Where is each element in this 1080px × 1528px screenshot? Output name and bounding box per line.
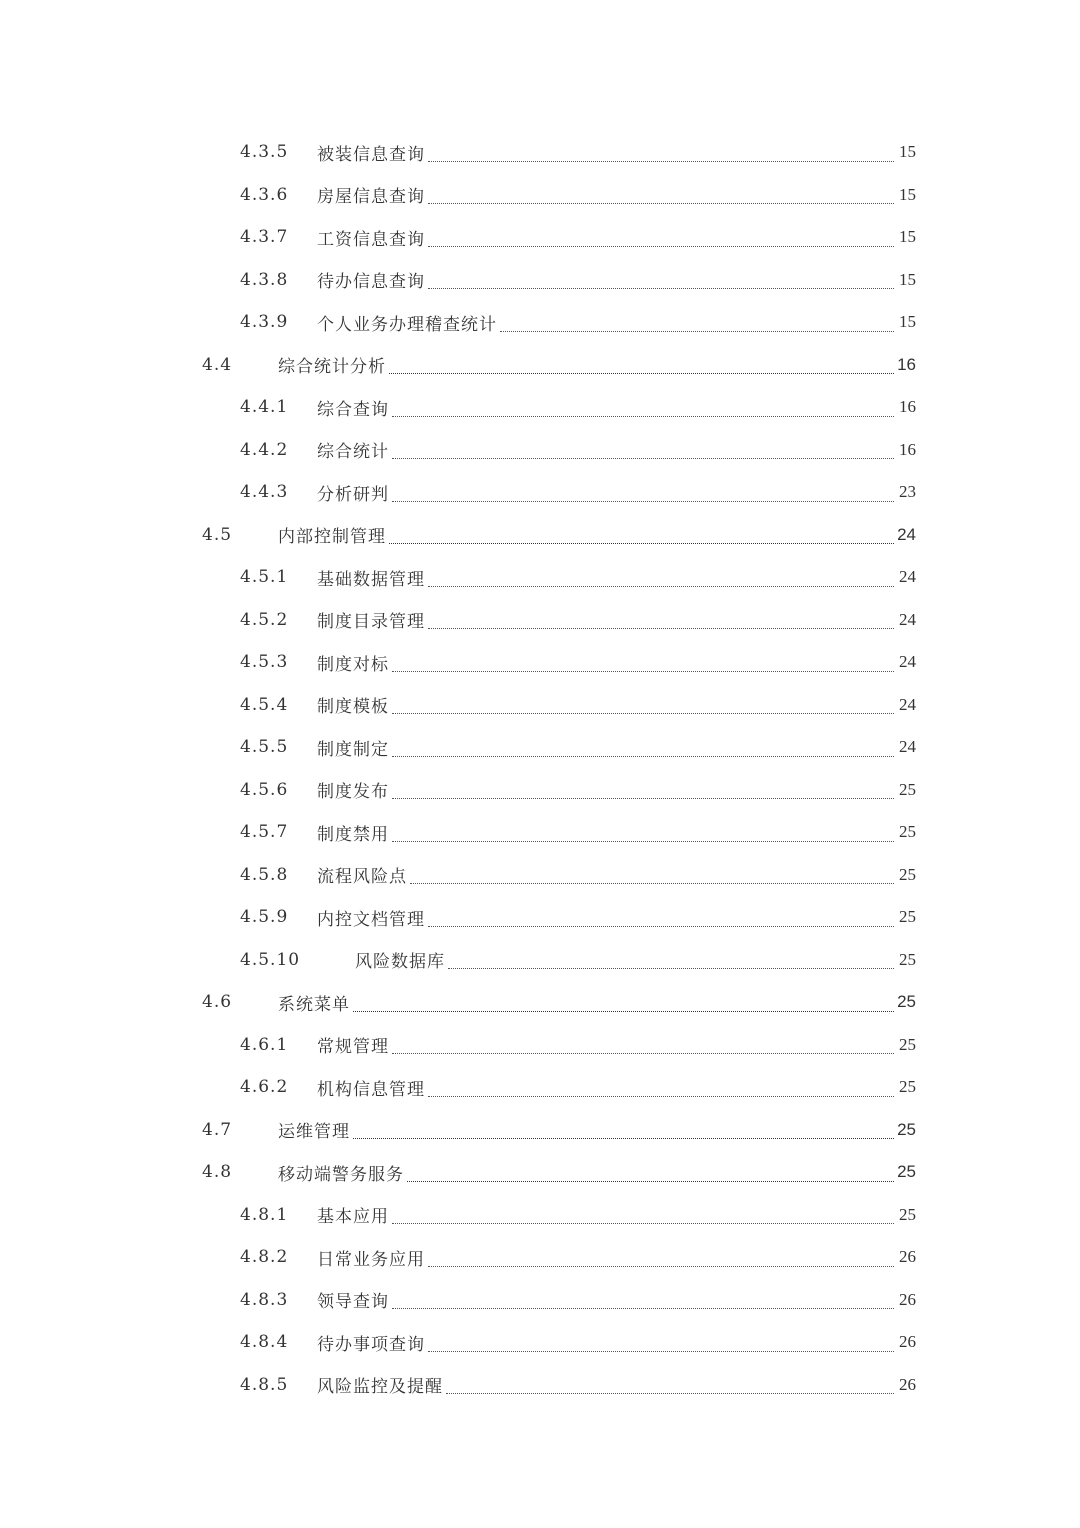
toc-entry[interactable] — [0, 344, 1080, 387]
toc-entry[interactable] — [0, 386, 1080, 429]
toc-entry[interactable] — [0, 301, 1080, 344]
toc-entry-number: 4.5.2 — [240, 609, 289, 630]
toc-entry[interactable] — [0, 599, 1080, 642]
toc-dot-leader — [407, 1181, 894, 1182]
toc-dot-leader — [428, 288, 894, 289]
toc-entry-title[interactable]: 内部控制管理 — [278, 522, 389, 547]
toc-dot-leader — [392, 416, 894, 417]
toc-entry-title[interactable]: 制度对标 — [317, 650, 392, 675]
toc-entry[interactable] — [0, 1109, 1080, 1152]
toc-entry-page-number: 15 — [896, 185, 916, 205]
toc-entry-number: 4.3.7 — [240, 227, 289, 248]
toc-dot-leader — [392, 1223, 894, 1224]
toc-entry-number: 4.5.8 — [240, 864, 289, 885]
toc-entry-page-number: 23 — [896, 482, 916, 502]
toc-dot-leader — [392, 798, 894, 799]
toc-entry-number: 4.8.5 — [240, 1374, 289, 1395]
toc-entry[interactable] — [0, 854, 1080, 897]
toc-entry-page-number: 25 — [896, 780, 916, 800]
toc-entry[interactable] — [0, 131, 1080, 174]
toc-dot-leader — [389, 543, 894, 544]
toc-dot-leader — [428, 203, 894, 204]
toc-dot-leader — [392, 501, 894, 502]
toc-entry-number: 4.4 — [202, 354, 233, 375]
toc-entry-title[interactable]: 综合统计分析 — [278, 352, 389, 377]
toc-dot-leader — [428, 586, 894, 587]
toc-entry[interactable] — [0, 429, 1080, 472]
toc-entry-page-number: 25 — [896, 1205, 916, 1225]
toc-dot-leader — [448, 968, 894, 969]
toc-dot-leader — [392, 841, 894, 842]
toc-entry-page-number: 24 — [896, 652, 916, 672]
toc-entry-page-number: 25 — [896, 907, 916, 927]
toc-dot-leader — [392, 1053, 894, 1054]
toc-entry-title[interactable]: 日常业务应用 — [317, 1245, 428, 1270]
toc-entry-title[interactable]: 风险监控及提醒 — [317, 1372, 446, 1397]
toc-entry-page-number: 15 — [896, 312, 916, 332]
toc-entry-title[interactable]: 制度制定 — [317, 735, 392, 760]
toc-entry-number: 4.8.3 — [240, 1289, 289, 1310]
toc-entry-title[interactable]: 基础数据管理 — [317, 565, 428, 590]
toc-entry-page-number: 16 — [896, 440, 916, 460]
toc-entry-number: 4.3.8 — [240, 269, 289, 290]
toc-entry-number: 4.3.9 — [240, 312, 289, 333]
toc-dot-leader — [392, 458, 894, 459]
toc-entry-page-number: 24 — [896, 737, 916, 757]
toc-dot-leader — [392, 1308, 894, 1309]
toc-entry-title[interactable]: 分析研判 — [317, 480, 392, 505]
toc-dot-leader — [446, 1393, 894, 1394]
toc-entry[interactable] — [0, 259, 1080, 302]
toc-entry-title[interactable]: 制度目录管理 — [317, 607, 428, 632]
toc-entry-number: 4.4.1 — [240, 397, 289, 418]
toc-entry-page-number: 24 — [896, 567, 916, 587]
toc-entry-number: 4.3.6 — [240, 184, 289, 205]
toc-entry-number: 4.3.5 — [240, 142, 289, 163]
toc-entry[interactable] — [0, 811, 1080, 854]
toc-entry[interactable] — [0, 1194, 1080, 1237]
toc-entry[interactable] — [0, 896, 1080, 939]
toc-dot-leader — [428, 1351, 894, 1352]
toc-entry-page-number: 24 — [896, 695, 916, 715]
toc-entry-page-number: 15 — [896, 142, 916, 162]
toc-entry[interactable] — [0, 556, 1080, 599]
toc-entry[interactable] — [0, 1066, 1080, 1109]
toc-entry-title[interactable]: 个人业务办理稽查统计 — [317, 310, 500, 335]
toc-entry-title[interactable]: 待办信息查询 — [317, 267, 428, 292]
toc-entry-page-number: 25 — [894, 1162, 916, 1182]
toc-dot-leader — [392, 756, 894, 757]
toc-entry-number: 4.8.4 — [240, 1332, 289, 1353]
toc-entry[interactable] — [0, 769, 1080, 812]
toc-entry-number: 4.5.9 — [240, 907, 289, 928]
toc-entry-page-number: 24 — [896, 610, 916, 630]
toc-entry-title[interactable]: 工资信息查询 — [317, 225, 428, 250]
toc-entry-number: 4.8.2 — [240, 1247, 289, 1268]
toc-entry-title[interactable]: 机构信息管理 — [317, 1075, 428, 1100]
toc-entry[interactable] — [0, 174, 1080, 217]
toc-entry-title[interactable]: 运维管理 — [278, 1117, 353, 1142]
toc-entry-title[interactable]: 被装信息查询 — [317, 140, 428, 165]
toc-entry[interactable] — [0, 1364, 1080, 1407]
toc-dot-leader — [389, 373, 894, 374]
toc-dot-leader — [392, 713, 894, 714]
toc-dot-leader — [428, 246, 894, 247]
toc-entry-page-number: 26 — [896, 1247, 916, 1267]
toc-entry-title[interactable]: 领导查询 — [317, 1287, 392, 1312]
toc-entry-title[interactable]: 制度模板 — [317, 692, 392, 717]
toc-entry-number: 4.5.5 — [240, 737, 289, 758]
toc-entry[interactable] — [0, 1151, 1080, 1194]
toc-entry-page-number: 15 — [896, 270, 916, 290]
toc-entry-number: 4.4.3 — [240, 482, 289, 503]
toc-dot-leader — [410, 883, 894, 884]
toc-entry-title[interactable]: 制度发布 — [317, 777, 392, 802]
toc-entry-number: 4.5 — [202, 524, 233, 545]
toc-entry-number: 4.5.1 — [240, 567, 289, 588]
toc-entry-page-number: 25 — [896, 865, 916, 885]
toc-dot-leader — [428, 926, 894, 927]
toc-dot-leader — [392, 671, 894, 672]
toc-entry-page-number: 16 — [896, 397, 916, 417]
toc-entry[interactable] — [0, 684, 1080, 727]
toc-entry-page-number: 26 — [896, 1332, 916, 1352]
toc-dot-leader — [353, 1138, 894, 1139]
toc-entry[interactable] — [0, 641, 1080, 684]
toc-entry[interactable] — [0, 726, 1080, 769]
toc-entry[interactable] — [0, 939, 1080, 982]
toc-entry[interactable] — [0, 1236, 1080, 1279]
toc-entry-title[interactable]: 内控文档管理 — [317, 905, 428, 930]
toc-entry-title[interactable]: 房屋信息查询 — [317, 182, 428, 207]
toc-entry-number: 4.8.1 — [240, 1204, 289, 1225]
toc-entry-number: 4.6.1 — [240, 1034, 289, 1055]
toc-entry-number: 4.5.4 — [240, 694, 289, 715]
toc-entry[interactable] — [0, 1279, 1080, 1322]
toc-entry-page-number: 26 — [896, 1375, 916, 1395]
toc-entry-number: 4.4.2 — [240, 439, 289, 460]
toc-entry-title[interactable]: 常规管理 — [317, 1032, 392, 1057]
toc-entry-page-number: 24 — [894, 525, 916, 545]
toc-dot-leader — [428, 1096, 894, 1097]
toc-entry-page-number: 26 — [896, 1290, 916, 1310]
toc-entry-number: 4.8 — [202, 1162, 233, 1183]
toc-entry-number: 4.5.3 — [240, 652, 289, 673]
toc-dot-leader — [428, 628, 894, 629]
toc-entry-page-number: 25 — [896, 1035, 916, 1055]
toc-entry[interactable] — [0, 981, 1080, 1024]
toc-entry-title[interactable]: 综合统计 — [317, 437, 392, 462]
toc-dot-leader — [428, 1266, 894, 1267]
toc-entry-title[interactable]: 系统菜单 — [278, 990, 353, 1015]
toc-entry-number: 4.5.6 — [240, 779, 289, 800]
toc-entry-page-number: 25 — [896, 950, 916, 970]
toc-entry[interactable] — [0, 471, 1080, 514]
toc-dot-leader — [353, 1011, 894, 1012]
toc-entry-page-number: 25 — [894, 992, 916, 1012]
toc-entry-title[interactable]: 基本应用 — [317, 1202, 392, 1227]
toc-entry-page-number: 16 — [894, 355, 916, 375]
toc-entry-title[interactable]: 综合查询 — [317, 395, 392, 420]
toc-entry-number: 4.7 — [202, 1119, 233, 1140]
toc-entry[interactable] — [0, 216, 1080, 259]
toc-entry-title[interactable]: 流程风险点 — [317, 862, 410, 887]
toc-entry-page-number: 25 — [894, 1120, 916, 1140]
toc-entry-number: 4.6.2 — [240, 1077, 289, 1098]
toc-entry-number: 4.5.7 — [240, 822, 289, 843]
table-of-contents — [0, 131, 1080, 1406]
toc-entry-number: 4.5.10 — [240, 949, 301, 970]
toc-entry-title[interactable]: 风险数据库 — [355, 947, 448, 972]
toc-entry-page-number: 25 — [896, 822, 916, 842]
toc-entry[interactable] — [0, 514, 1080, 557]
toc-entry-title[interactable]: 待办事项查询 — [317, 1330, 428, 1355]
toc-entry-page-number: 25 — [896, 1077, 916, 1097]
toc-entry[interactable] — [0, 1024, 1080, 1067]
toc-entry-title[interactable]: 移动端警务服务 — [278, 1160, 407, 1185]
toc-dot-leader — [428, 161, 894, 162]
toc-entry-number: 4.6 — [202, 992, 233, 1013]
toc-entry-title[interactable]: 制度禁用 — [317, 820, 392, 845]
toc-entry-page-number: 15 — [896, 227, 916, 247]
toc-dot-leader — [500, 331, 894, 332]
toc-entry[interactable] — [0, 1321, 1080, 1364]
